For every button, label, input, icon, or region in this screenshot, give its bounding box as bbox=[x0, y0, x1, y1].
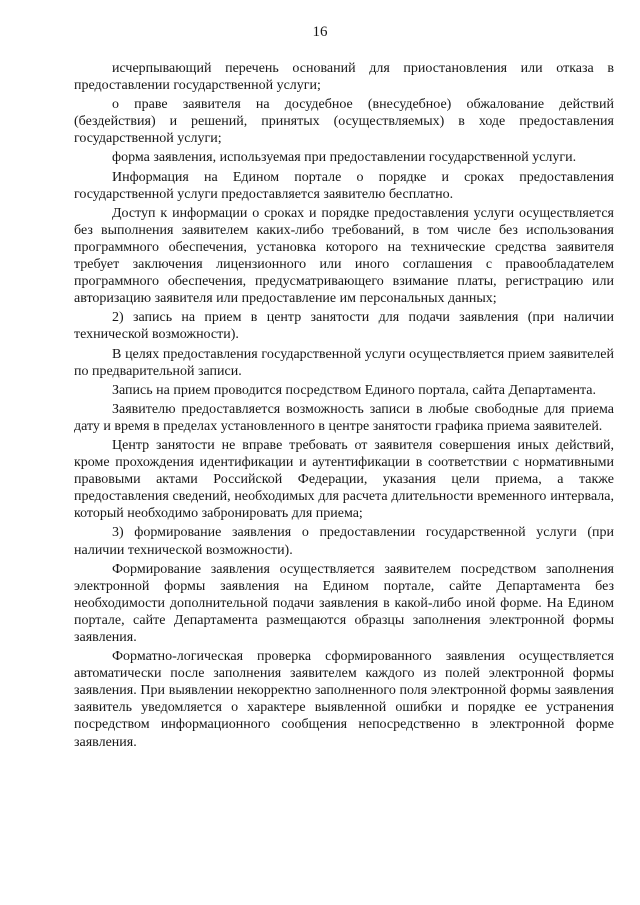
paragraph-application-forming: 3) формирование заявления о предоставлении государственной услуги (при наличии технической возможности). bbox=[74, 525, 614, 558]
paragraph-free-time-slots: Заявителю предоставляется возможность записи в любые свободные для приема дату и время в пределах установленного в центре занятости графика приема заявителей. bbox=[74, 401, 614, 434]
paragraph-free-information: Информация на Едином портале о порядке и сроках предоставления государственной услуги предоставляется заявителю бесплатно. bbox=[74, 169, 614, 202]
paragraph-pre-registration: В целях предоставления государственной услуги осуществляется прием заявителей по предварительной записи. bbox=[74, 346, 614, 379]
paragraph-application-form: форма заявления, используемая при предоставлении государственной услуги. bbox=[112, 150, 577, 166]
document-body bbox=[74, 60, 614, 753]
paragraph-format-logical-check: Форматно-логическая проверка сформированного заявления осуществляется автоматически после заполнения заявителем каждого из полей электронной формы заявления. При выявлении некорректно заполненного поля электронной формы заявления заявитель уведомляется о характере выявленной ошибки и порядке ее устранения посредством информационного сообщения непосредственно в электронной форме заявления. bbox=[74, 649, 614, 750]
paragraph-access-to-information: Доступ к информации о сроках и порядке предоставления услуги осуществляется без выполнения заявителем каких-либо требований, в том числе без использования программного обеспечения, установка которого на технические средства заявителя требует заключения лицензионного или иного соглашения с правообладателем программного обеспечения, предусматривающего взимание платы, регистрацию или авторизацию заявителя или предоставление им персональных данных; bbox=[74, 205, 614, 307]
paragraph-appeal-rights: о праве заявителя на досудебное (внесудебное) обжалование действий (бездействия) и решений, принятых (осуществляемых) в ходе предоставления государственной услуги; bbox=[74, 97, 614, 147]
page-number: 16 bbox=[312, 24, 328, 40]
paragraph-appointment-booking: 2) запись на прием в центр занятости для подачи заявления (при наличии технической возможности). bbox=[74, 310, 614, 343]
paragraph-employment-center-restrictions: Центр занятости не вправе требовать от заявителя совершения иных действий, кроме прохождения идентификации и аутентификации в соответствии с нормативными правовыми актами Российской Федерации, указания цели приема, а также предоставления сведений, необходимых для расчета длительности временного интервала, который необходимо забронировать для приема; bbox=[74, 437, 614, 522]
paragraph-booking-channels: Запись на прием проводится посредством Единого портала, сайта Департамента. bbox=[112, 382, 597, 398]
paragraph-electronic-form: Формирование заявления осуществляется заявителем посредством заполнения электронной формы заявления на Едином портале, сайте Департамента без необходимости дополнительной подачи заявления в какой-либо иной форме. На Едином портале, сайте Департамента размещаются образцы заполнения электронной формы заявления. bbox=[74, 561, 614, 645]
paragraph-grounds-for-refusal: исчерпывающий перечень оснований для приостановления или отказа в предоставлении государственной услуги; bbox=[74, 61, 614, 94]
